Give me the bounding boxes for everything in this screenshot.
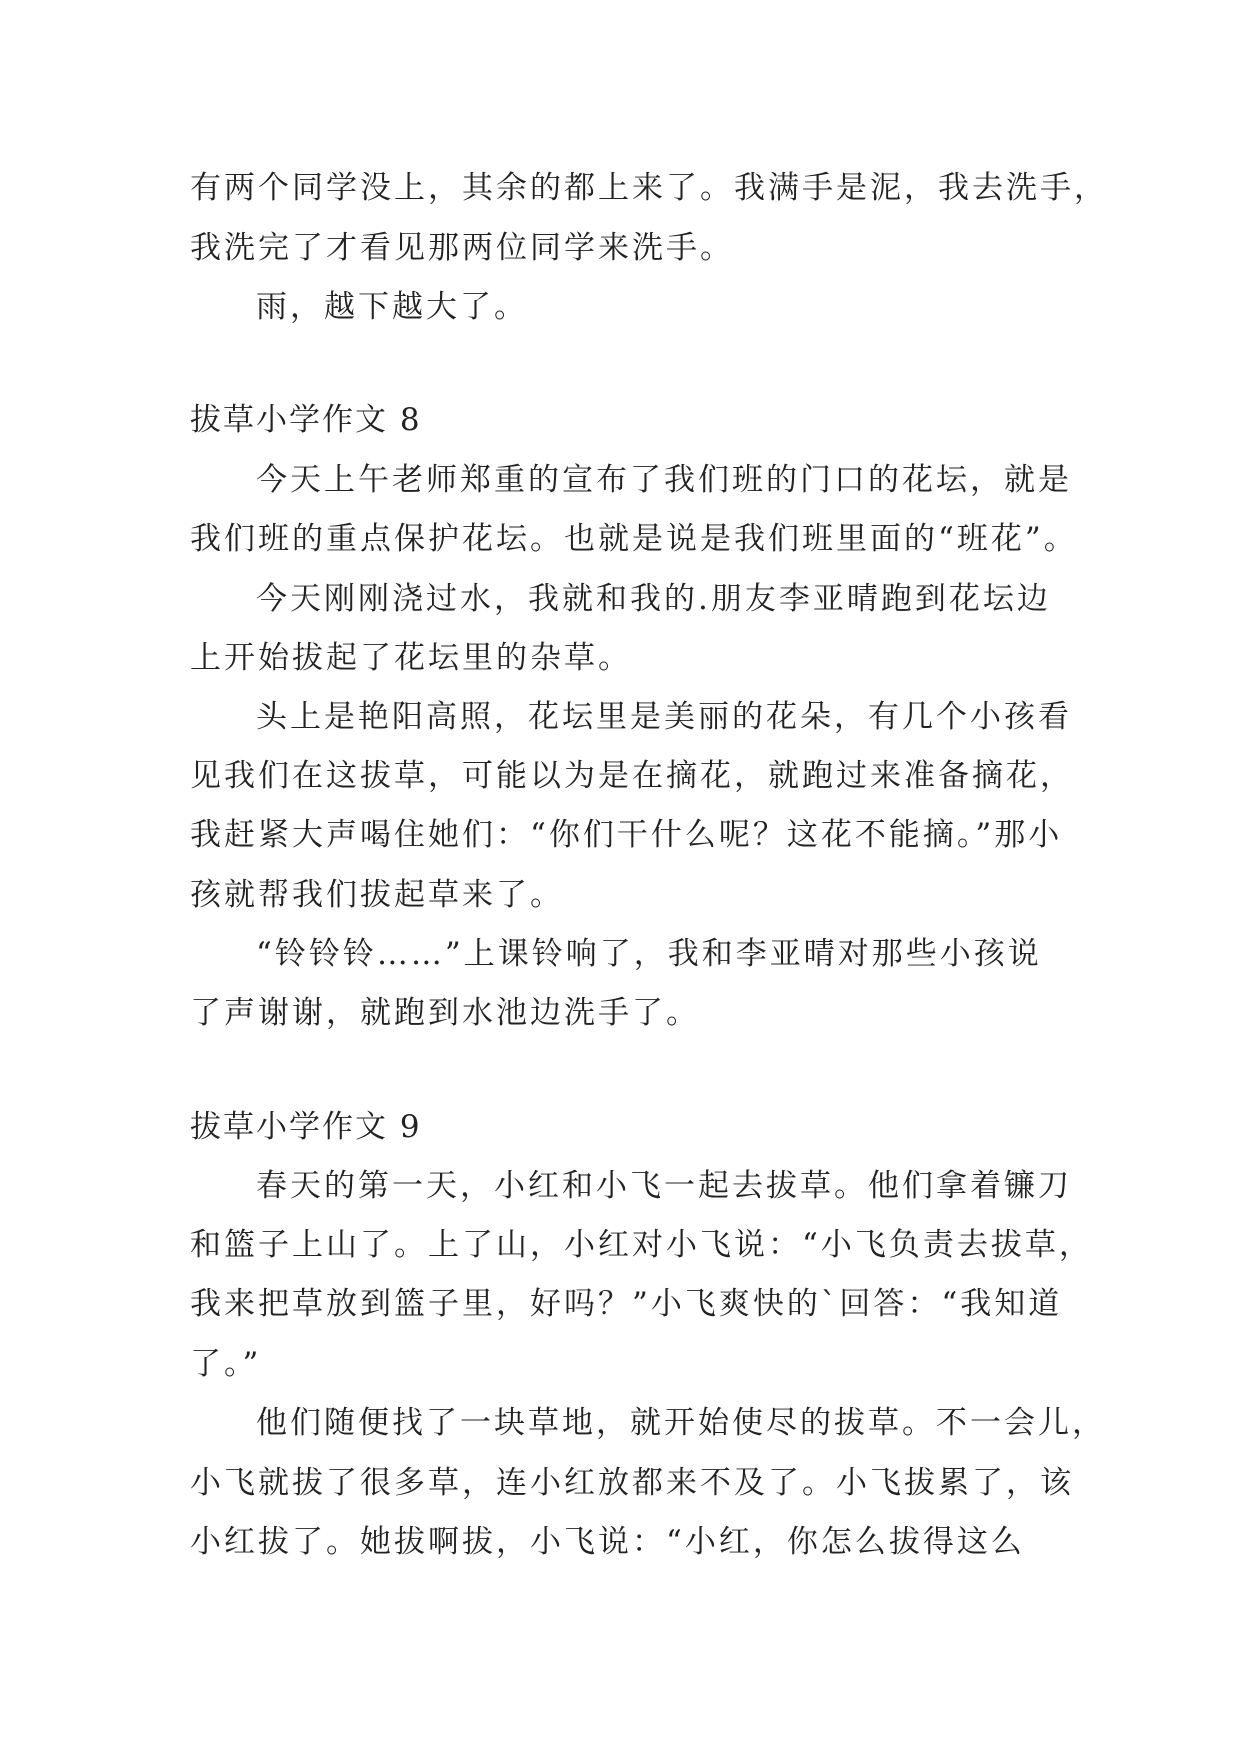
paragraph-line: 我洗完了才看见那两位同学来洗手。 bbox=[190, 230, 734, 266]
paragraph-line: 我赶紧大声喝住她们：“你们干什么呢？这花不能摘。”那小 bbox=[190, 817, 1063, 853]
paragraph-line: 小飞就拔了很多草，连小红放都来不及了。小飞拔累了，该 bbox=[190, 1465, 1074, 1501]
paragraph-line: 了。” bbox=[190, 1346, 262, 1382]
paragraph-line: 雨，越下越大了。 bbox=[256, 289, 528, 325]
paragraph-line: 见我们在这拔草，可能以为是在摘花，就跑过来准备摘花， bbox=[190, 758, 1074, 794]
section-heading: 拔草小学作文 8 bbox=[190, 402, 422, 438]
paragraph-line: 小红拔了。她拔啊拔，小飞说：“小红，你怎么拔得这么 bbox=[190, 1524, 1025, 1560]
paragraph-line: 今天刚刚浇过水，我就和我的.朋友李亚晴跑到花坛边 bbox=[256, 581, 1051, 617]
paragraph-line: 我们班的重点保护花坛。也就是说是我们班里面的“班花”。 bbox=[190, 521, 1078, 557]
paragraph-line: 春天的第一天，小红和小飞一起去拔草。他们拿着镰刀 bbox=[256, 1168, 1072, 1204]
paragraph-line: 头上是艳阳高照，花坛里是美丽的花朵，有几个小孩看 bbox=[256, 699, 1072, 735]
paragraph-line: 他们随便找了一块草地，就开始使尽的拔草。不一会儿， bbox=[256, 1405, 1106, 1441]
paragraph-line: 孩就帮我们拔起草来了。 bbox=[190, 877, 564, 913]
paragraph-line: 今天上午老师郑重的宣布了我们班的门口的花坛，就是 bbox=[256, 462, 1072, 498]
paragraph-line: “铃铃铃……”上课铃响了，我和李亚晴对那些小孩说 bbox=[256, 936, 1042, 972]
paragraph-line: 我来把草放到篮子里，好吗？”小飞爽快的`回答：“我知道 bbox=[190, 1286, 1063, 1322]
paragraph-line: 上开始拔起了花坛里的杂草。 bbox=[190, 640, 632, 676]
paragraph-line: 了声谢谢，就跑到水池边洗手了。 bbox=[190, 995, 700, 1031]
paragraph-line: 有两个同学没上，其余的都上来了。我满手是泥，我去洗手， bbox=[190, 170, 1108, 206]
section-heading: 拔草小学作文 9 bbox=[190, 1109, 422, 1145]
paragraph-line: 和篮子上山了。上了山，小红对小飞说：“小飞负责去拔草， bbox=[190, 1227, 1093, 1263]
